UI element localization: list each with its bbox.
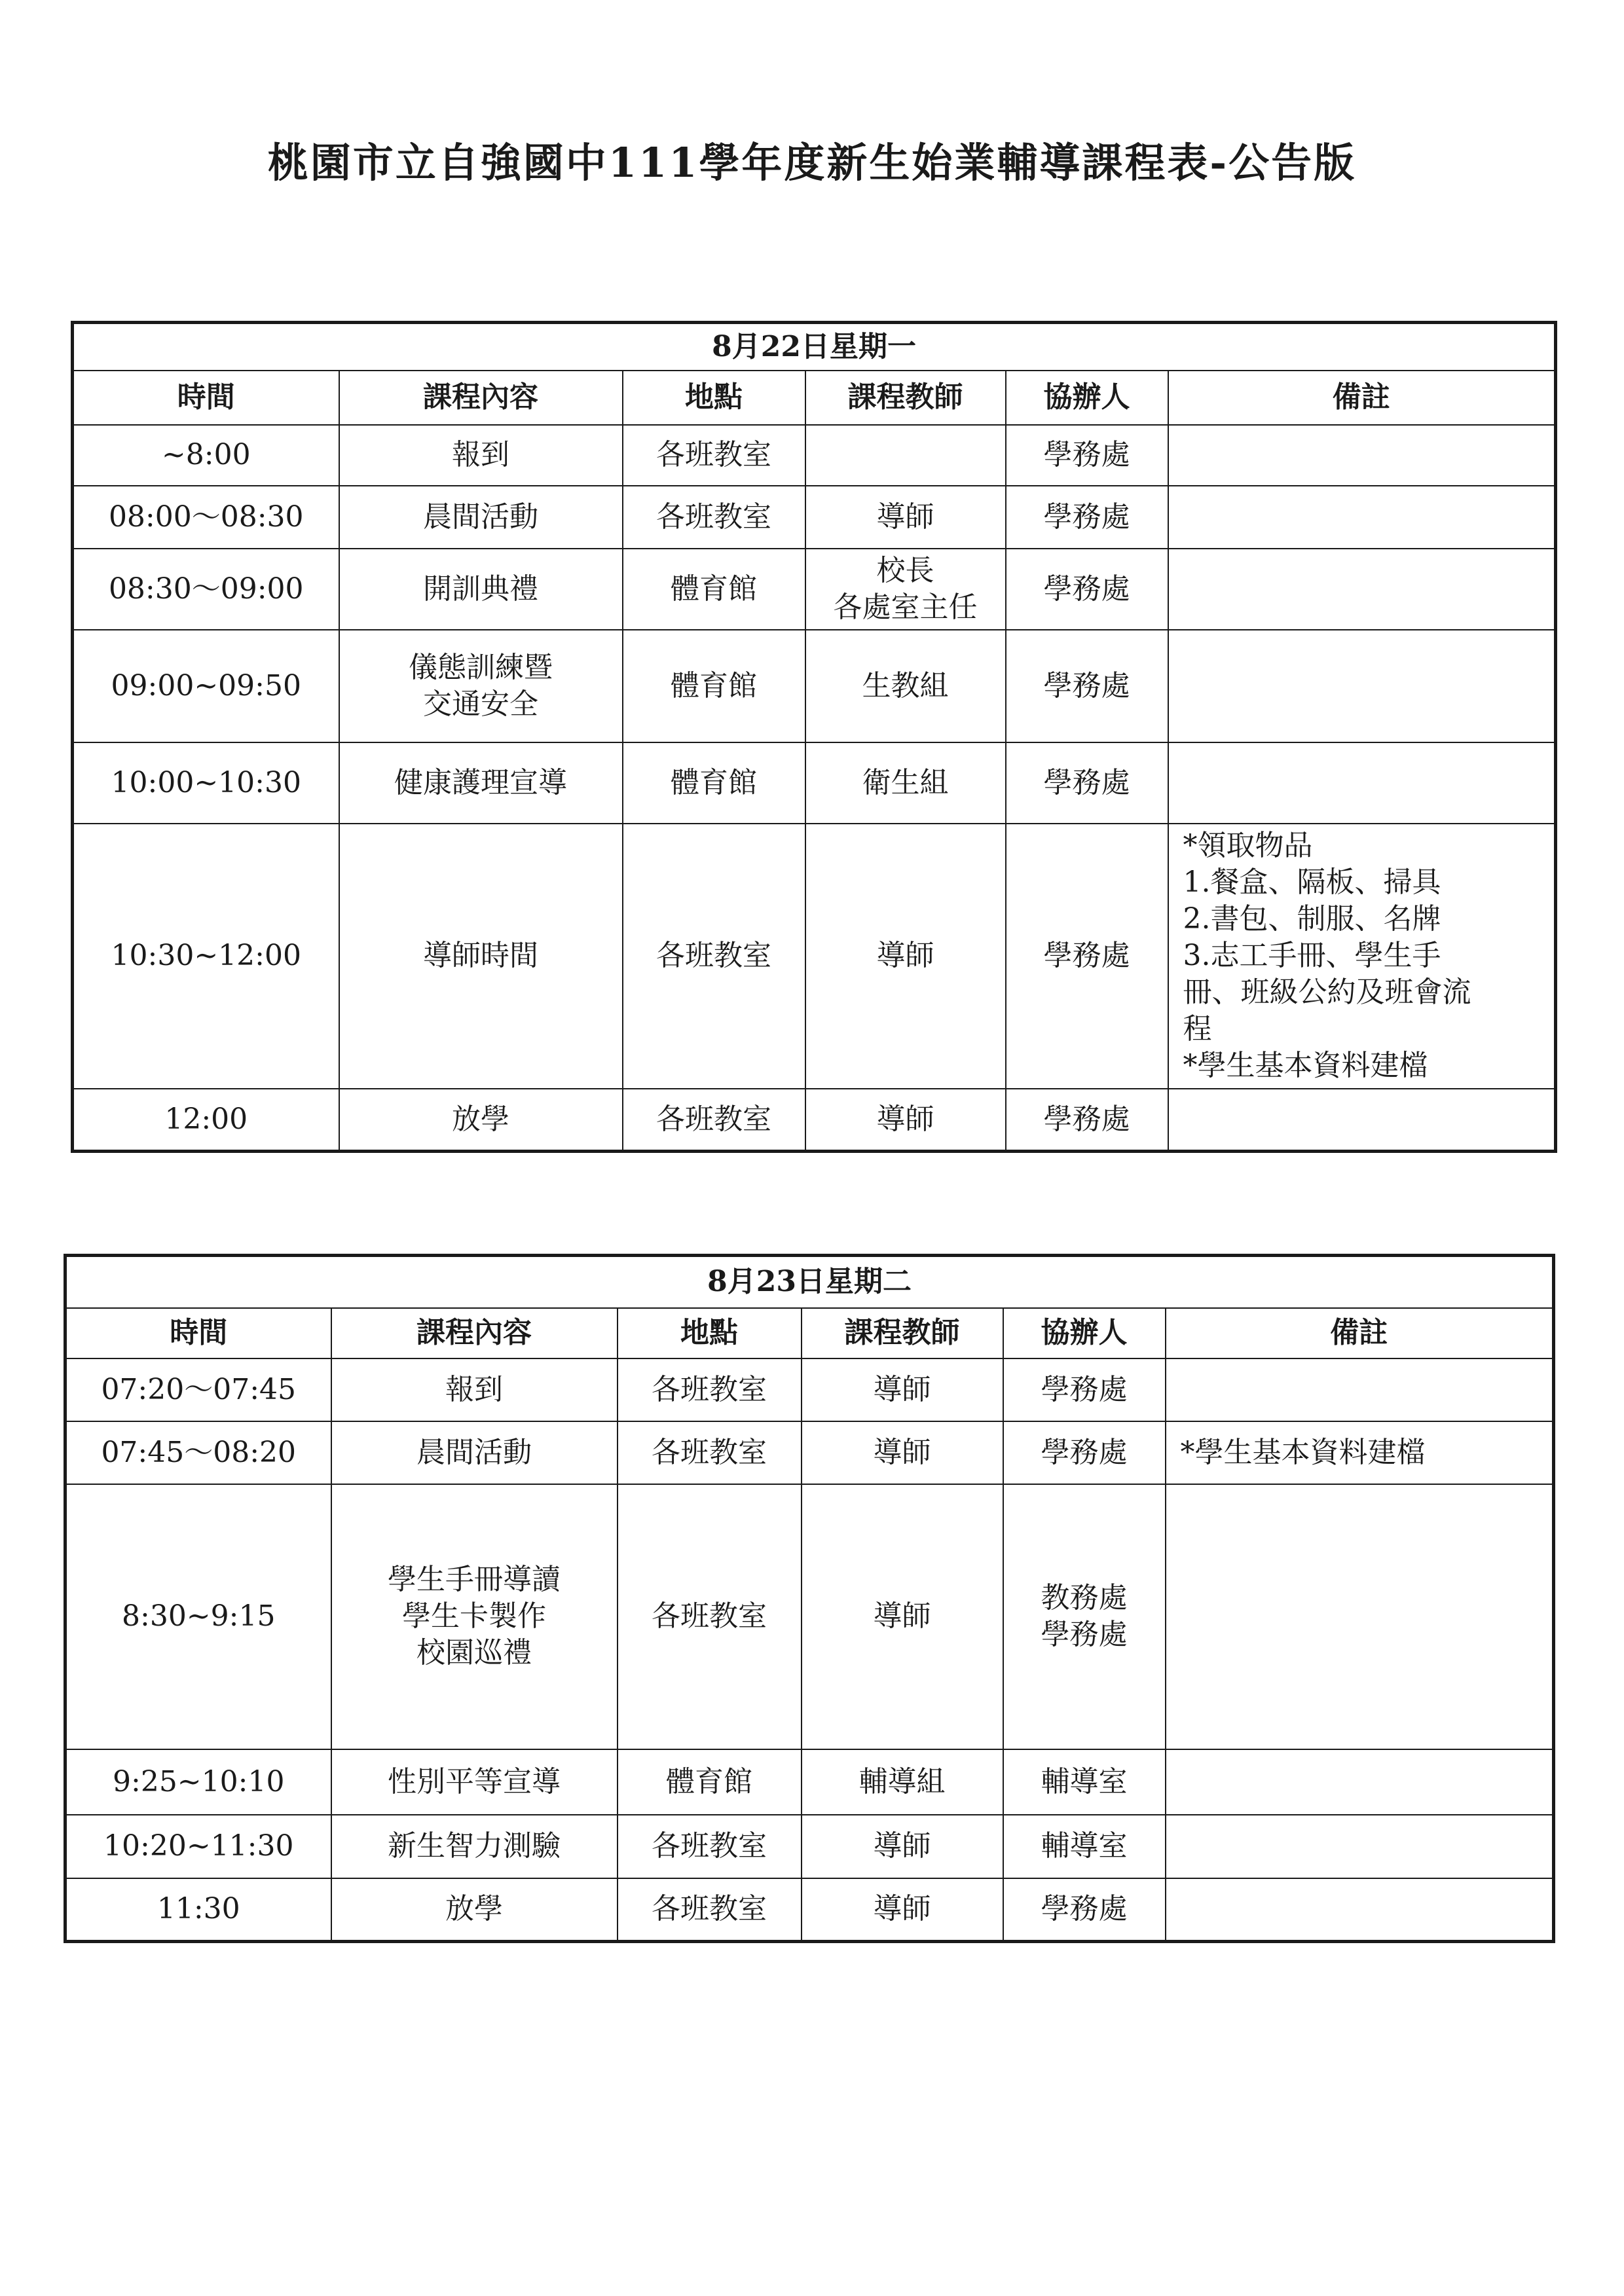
day-header: 8月22日星期一: [73, 323, 1556, 371]
cell-assistant: [1003, 1749, 1166, 1815]
col-header-content: 課程內容: [339, 371, 623, 425]
cell-assistant: [1006, 486, 1168, 549]
cell-line: 學生手冊導讀: [388, 1563, 561, 1596]
cell-teacher: [805, 630, 1006, 742]
cell-time: 9:25~10:10: [65, 1749, 331, 1815]
cell-line: 導師: [873, 1372, 931, 1406]
cell-line: 衛生組: [862, 765, 949, 799]
cell-line: 校長: [876, 553, 934, 587]
cell-line: 晨間活動: [416, 1435, 532, 1469]
cell-notes: [1166, 1484, 1554, 1749]
cell-line: 新生智力測驗: [388, 1829, 561, 1863]
cell-location: 各班教室: [623, 824, 805, 1089]
cell-line: 開訓典禮: [423, 572, 538, 606]
cell-line: 校園巡禮: [416, 1636, 532, 1669]
cell-teacher: [802, 1358, 1003, 1421]
cell-time: 09:00~09:50: [73, 630, 339, 742]
cell-line: 學務處: [1041, 1372, 1128, 1406]
cell-line: 輔導室: [1041, 1829, 1128, 1863]
col-header-content: 課程內容: [331, 1308, 618, 1358]
cell-notes: [1168, 630, 1556, 742]
cell-line: 放學: [445, 1892, 503, 1926]
cell-time: 08:00～08:30: [73, 486, 339, 549]
cell-location: 各班教室: [618, 1878, 802, 1942]
cell-line: 學生卡製作: [402, 1599, 546, 1633]
cell-line: 健康護理宣導: [394, 765, 567, 799]
cell-line: 冊、班級公約及班會流: [1183, 975, 1471, 1009]
table-row: [73, 824, 1556, 1089]
cell-line: 各處室主任: [833, 590, 978, 624]
cell-line: 性別平等宣導: [388, 1764, 561, 1798]
cell-notes: [1166, 1815, 1554, 1878]
table-row: [65, 1484, 1554, 1749]
cell-line: 導師: [876, 500, 934, 534]
cell-line: 導師: [873, 1599, 931, 1633]
cell-line: 儀態訓練暨: [409, 650, 553, 684]
cell-line: 學務處: [1041, 1618, 1128, 1651]
cell-teacher: [802, 1484, 1003, 1749]
cell-content: [331, 1878, 618, 1942]
cell-notes: [1166, 1358, 1554, 1421]
cell-assistant: [1006, 824, 1168, 1089]
cell-teacher: [805, 425, 1006, 486]
cell-location: 各班教室: [623, 486, 805, 549]
cell-teacher: [802, 1421, 1003, 1484]
cell-content: [339, 425, 623, 486]
col-header-location: 地點: [618, 1308, 802, 1358]
table-row: [73, 742, 1556, 824]
cell-line: 學務處: [1041, 1435, 1128, 1469]
cell-teacher: [802, 1815, 1003, 1878]
cell-line: 教務處: [1041, 1581, 1128, 1614]
cell-notes: [1166, 1878, 1554, 1942]
cell-time: 10:00~10:30: [73, 742, 339, 824]
cell-line: 學務處: [1041, 1892, 1128, 1926]
day-header: 8月23日星期二: [65, 1256, 1554, 1308]
cell-notes: [1168, 425, 1556, 486]
table-row: [65, 1749, 1554, 1815]
cell-line: 學務處: [1043, 1102, 1130, 1136]
col-header-time: 時間: [73, 371, 339, 425]
cell-assistant: [1003, 1484, 1166, 1749]
cell-assistant: [1003, 1815, 1166, 1878]
cell-line: 導師: [873, 1435, 931, 1469]
col-header-teacher: 課程教師: [805, 371, 1006, 425]
cell-location: 各班教室: [623, 425, 805, 486]
col-header-assistant: 協辦人: [1006, 371, 1168, 425]
cell-location: 各班教室: [618, 1815, 802, 1878]
cell-content: [331, 1484, 618, 1749]
cell-line: 2.書包、制服、名牌: [1183, 902, 1441, 936]
cell-notes: [1166, 1421, 1554, 1484]
cell-line: 1.餐盒、隔板、掃具: [1183, 866, 1441, 899]
cell-line: *學生基本資料建檔: [1180, 1435, 1426, 1469]
table-row: [65, 1421, 1554, 1484]
cell-teacher: [802, 1878, 1003, 1942]
cell-line: 導師: [873, 1829, 931, 1863]
cell-time: 07:20～07:45: [65, 1358, 331, 1421]
cell-time: 12:00: [73, 1089, 339, 1152]
page-title: 桃園市立自強國中111學年度新生始業輔導課程表-公告版: [267, 139, 1357, 187]
cell-line: 3.志工手冊、學生手: [1183, 939, 1441, 972]
cell-line: 導師時間: [423, 939, 538, 972]
cell-line: 輔導室: [1041, 1764, 1128, 1798]
cell-assistant: [1006, 1089, 1168, 1152]
cell-content: [331, 1749, 618, 1815]
cell-time: 10:30~12:00: [73, 824, 339, 1089]
cell-notes: [1166, 1749, 1554, 1815]
cell-content: [339, 742, 623, 824]
cell-time: 07:45～08:20: [65, 1421, 331, 1484]
col-header-assistant: 協辦人: [1003, 1308, 1166, 1358]
cell-line: *學生基本資料建檔: [1183, 1049, 1428, 1082]
cell-location: 各班教室: [623, 1089, 805, 1152]
cell-line: 輔導組: [858, 1764, 946, 1798]
cell-assistant: [1006, 425, 1168, 486]
cell-teacher: [805, 486, 1006, 549]
cell-line: 生教組: [862, 668, 949, 702]
cell-location: 體育館: [623, 742, 805, 824]
cell-line: *領取物品: [1183, 829, 1313, 862]
cell-teacher: [805, 549, 1006, 630]
cell-notes: [1168, 824, 1556, 1089]
cell-teacher: [805, 824, 1006, 1089]
cell-content: [331, 1421, 618, 1484]
cell-assistant: [1006, 630, 1168, 742]
cell-line: 報到: [445, 1372, 503, 1406]
cell-content: [339, 549, 623, 630]
cell-assistant: [1003, 1421, 1166, 1484]
schedule-table-day1: [71, 321, 1557, 1153]
cell-line: 導師: [876, 939, 934, 972]
table-row: [73, 549, 1556, 630]
cell-assistant: [1006, 549, 1168, 630]
col-header-time: 時間: [65, 1308, 331, 1358]
cell-teacher: [805, 742, 1006, 824]
cell-assistant: [1006, 742, 1168, 824]
cell-teacher: [805, 1089, 1006, 1152]
cell-line: 學務處: [1043, 765, 1130, 799]
cell-location: 體育館: [623, 549, 805, 630]
table-row: [73, 1089, 1556, 1152]
cell-line: 晨間活動: [423, 500, 538, 534]
col-header-teacher: 課程教師: [802, 1308, 1003, 1358]
cell-location: 各班教室: [618, 1484, 802, 1749]
cell-location: 體育館: [623, 630, 805, 742]
cell-notes: [1168, 486, 1556, 549]
cell-notes: [1168, 1089, 1556, 1152]
cell-line: 導師: [873, 1892, 931, 1926]
cell-notes: [1168, 549, 1556, 630]
cell-location: 各班教室: [618, 1358, 802, 1421]
cell-line: 學務處: [1043, 572, 1130, 606]
table-row: [65, 1878, 1554, 1942]
cell-location: 體育館: [618, 1749, 802, 1815]
cell-content: [339, 1089, 623, 1152]
table-row: [65, 1358, 1554, 1421]
table-row: [65, 1815, 1554, 1878]
table-row: [73, 630, 1556, 742]
cell-assistant: [1003, 1878, 1166, 1942]
cell-content: [331, 1815, 618, 1878]
cell-time: 11:30: [65, 1878, 331, 1942]
cell-line: 學務處: [1043, 438, 1130, 471]
table-row: [73, 425, 1556, 486]
cell-time: 08:30～09:00: [73, 549, 339, 630]
cell-time: 8:30~9:15: [65, 1484, 331, 1749]
cell-location: 各班教室: [618, 1421, 802, 1484]
cell-line: 交通安全: [423, 687, 538, 721]
cell-line: 學務處: [1043, 939, 1130, 972]
cell-content: [331, 1358, 618, 1421]
cell-assistant: [1003, 1358, 1166, 1421]
cell-notes: [1168, 742, 1556, 824]
cell-line: 程: [1183, 1012, 1212, 1046]
col-header-notes: 備註: [1168, 371, 1556, 425]
col-header-location: 地點: [623, 371, 805, 425]
cell-content: [339, 630, 623, 742]
cell-line: 報到: [452, 438, 509, 471]
cell-line: 學務處: [1043, 500, 1130, 534]
cell-content: [339, 486, 623, 549]
cell-time: ~8:00: [73, 425, 339, 486]
cell-line: 學務處: [1043, 668, 1130, 702]
cell-time: 10:20~11:30: [65, 1815, 331, 1878]
cell-line: 放學: [452, 1102, 509, 1136]
cell-line: 導師: [876, 1102, 934, 1136]
cell-teacher: [802, 1749, 1003, 1815]
table-row: [73, 486, 1556, 549]
cell-content: [339, 824, 623, 1089]
schedule-table-day2: [64, 1254, 1555, 1943]
col-header-notes: 備註: [1166, 1308, 1554, 1358]
